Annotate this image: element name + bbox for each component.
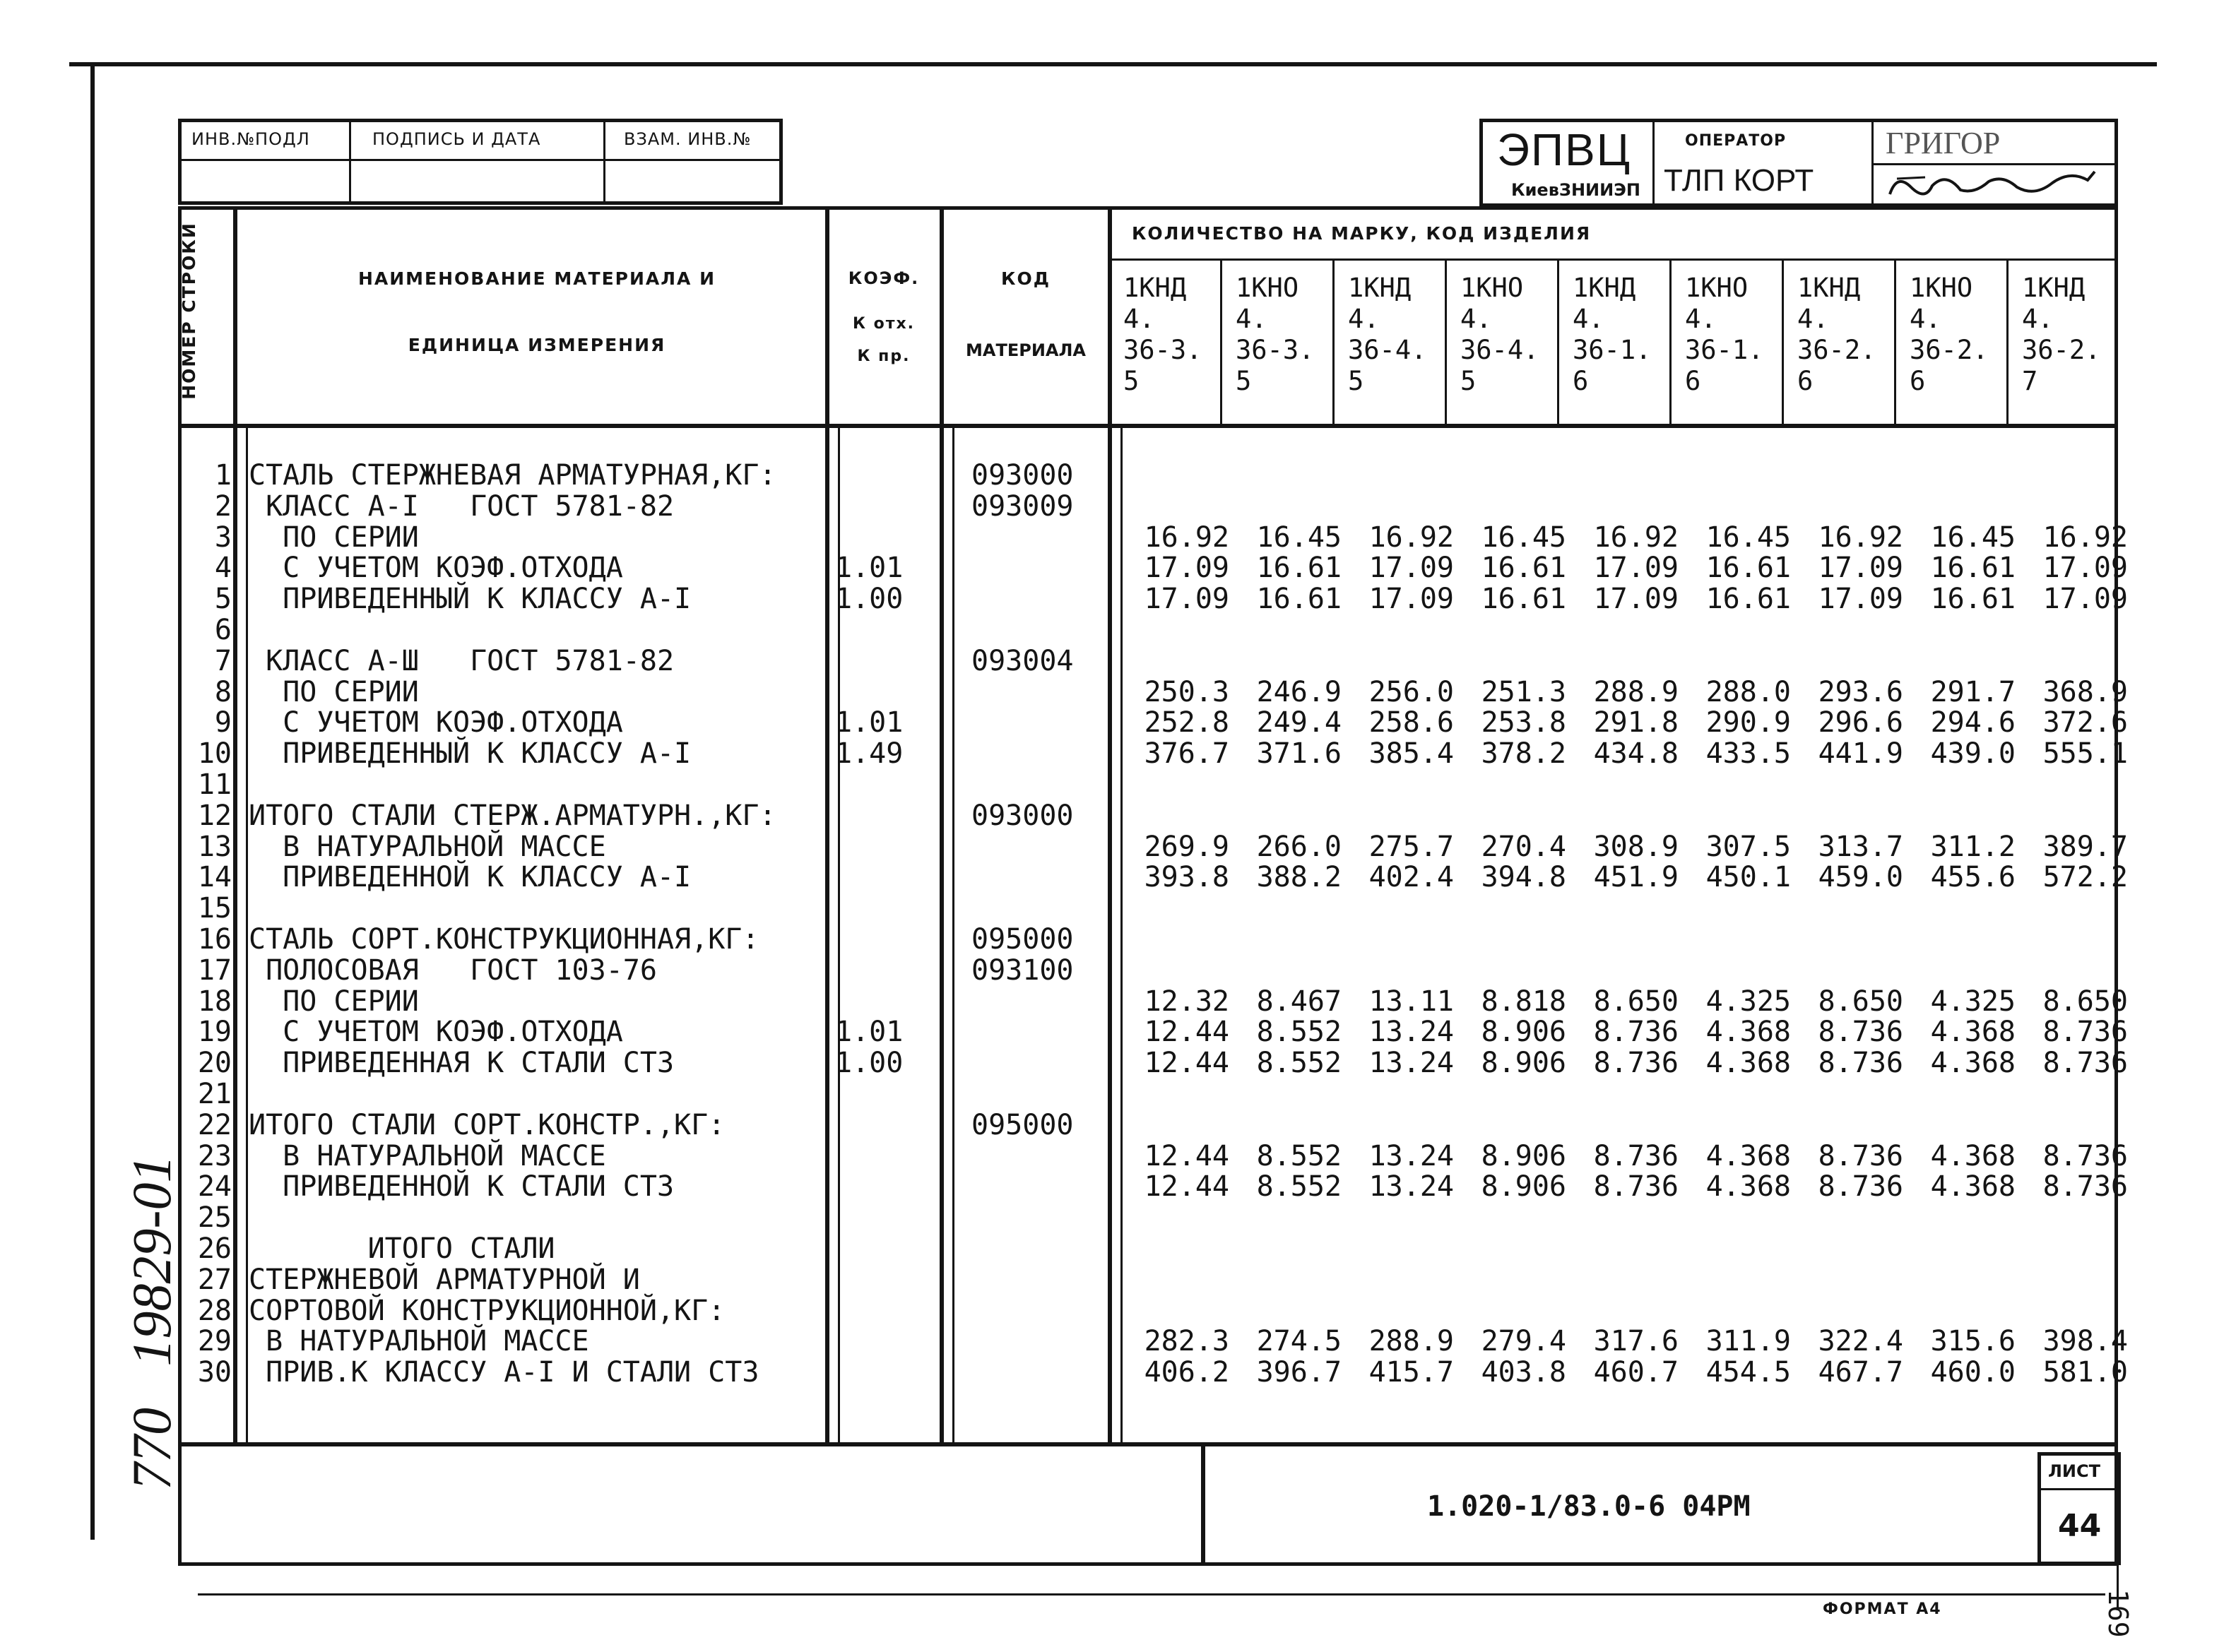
quantity-cell: 269.9 xyxy=(1144,831,1229,863)
quantity-cell: 16.92 xyxy=(1144,521,1229,554)
quantity-cell: 8.736 xyxy=(1818,1140,1903,1172)
quantity-cell: 8.552 xyxy=(1256,1016,1342,1048)
quantity-cell: 16.92 xyxy=(1593,521,1679,554)
row-number: 22 xyxy=(197,1109,232,1141)
material-name-header-line2: ЕДИНИЦА ИЗМЕРЕНИЯ xyxy=(408,335,666,355)
quantity-cell: 17.09 xyxy=(1368,583,1454,615)
quantity-cell: 4.368 xyxy=(1930,1140,2016,1172)
material-name: СТАЛЬ СОРТ.КОНСТРУКЦИОННАЯ,КГ: xyxy=(249,923,759,956)
material-code: 093004 xyxy=(971,645,1074,677)
koef-value: 1.01 xyxy=(835,706,904,739)
quantity-cell: 13.24 xyxy=(1368,1170,1454,1203)
row-number: 9 xyxy=(214,706,232,739)
program-name: ТЛП КОРТ xyxy=(1664,163,1814,198)
quantity-cell: 12.44 xyxy=(1144,1047,1229,1079)
koef-value: 1.49 xyxy=(835,737,904,770)
koef-value: 1.00 xyxy=(835,1047,904,1079)
row-number: 4 xyxy=(214,552,232,584)
koef-value: 1.00 xyxy=(835,583,904,615)
quantity-cell: 451.9 xyxy=(1593,861,1679,893)
quantity-cell: 8.906 xyxy=(1481,1140,1566,1172)
quantity-cell: 454.5 xyxy=(1705,1356,1791,1389)
bottom-sheet-line xyxy=(198,1593,2105,1595)
row-number: 5 xyxy=(214,583,232,615)
material-name: ПРИВЕДЕННАЯ К СТАЛИ СТ3 xyxy=(249,1047,675,1079)
footer-split-line xyxy=(1201,1442,1205,1566)
quantity-cell: 258.6 xyxy=(1368,706,1454,739)
material-name: С УЧЕТОМ КОЭФ.ОТХОДА xyxy=(249,1016,623,1048)
material-code: 093009 xyxy=(971,490,1074,523)
quantity-cell: 17.09 xyxy=(1818,552,1903,584)
quantity-cell: 266.0 xyxy=(1256,831,1342,863)
row-number: 14 xyxy=(197,861,232,893)
quantity-header: КОЛИЧЕСТВО НА МАРКУ, КОД ИЗДЕЛИЯ xyxy=(1132,223,1592,244)
material-name: ИТОГО СТАЛИ СТЕРЖ.АРМАТУРН.,КГ: xyxy=(249,800,776,832)
row-number: 28 xyxy=(197,1295,232,1327)
quantity-cell: 12.44 xyxy=(1144,1140,1229,1172)
quantity-cell: 16.61 xyxy=(1930,552,2016,584)
quantity-cell: 16.45 xyxy=(1705,521,1791,554)
quantity-cell: 12.32 xyxy=(1144,985,1229,1018)
left-frame-line xyxy=(90,64,95,1540)
material-name: ИТОГО СТАЛИ СОРТ.КОНСТР.,КГ: xyxy=(249,1109,726,1141)
row-number: 7 xyxy=(214,645,232,677)
quantity-cell: 8.736 xyxy=(1593,1047,1679,1079)
quantity-cell: 441.9 xyxy=(1818,737,1903,770)
quantity-cell: 16.92 xyxy=(2042,521,2128,554)
row-number: 1 xyxy=(214,459,232,492)
quantity-cell: 16.61 xyxy=(1481,583,1566,615)
quantity-cell: 8.736 xyxy=(1818,1016,1903,1048)
quantity-cell: 8.552 xyxy=(1256,1047,1342,1079)
material-name: ПРИВЕДЕННЫЙ К КЛАССУ А-I xyxy=(249,583,692,615)
quantity-cell: 4.325 xyxy=(1705,985,1791,1018)
mark-sep xyxy=(1220,259,1222,425)
quantity-cell: 368.9 xyxy=(2042,676,2128,708)
material-name: В НАТУРАЛЬНОЙ МАССЕ xyxy=(249,1325,589,1357)
row-number: 2 xyxy=(214,490,232,523)
koef-header-line2: К отх. xyxy=(852,315,916,333)
quantity-cell: 293.6 xyxy=(1818,676,1903,708)
quantity-cell: 8.650 xyxy=(1818,985,1903,1018)
quantity-cell: 246.9 xyxy=(1256,676,1342,708)
material-code: 095000 xyxy=(971,1109,1074,1141)
quantity-cell: 572.2 xyxy=(2042,861,2128,893)
quantity-cell: 17.09 xyxy=(1144,583,1229,615)
row-number: 25 xyxy=(197,1201,232,1234)
quantity-cell: 4.368 xyxy=(1705,1140,1791,1172)
col-sep-rownum-inner xyxy=(246,424,248,1445)
quantity-cell: 270.4 xyxy=(1481,831,1566,863)
row-number: 24 xyxy=(197,1170,232,1203)
material-name: ПРИВЕДЕННОЙ К КЛАССУ А-I xyxy=(249,861,692,893)
quantity-cell: 8.818 xyxy=(1481,985,1566,1018)
quantity-cell: 388.2 xyxy=(1256,861,1342,893)
quantity-cell: 17.09 xyxy=(1144,552,1229,584)
quantity-cell: 434.8 xyxy=(1593,737,1679,770)
quantity-cell: 8.736 xyxy=(2042,1016,2128,1048)
quantity-cell: 322.4 xyxy=(1818,1325,1903,1357)
col-sep-kod xyxy=(1108,206,1112,1445)
quantity-cell: 394.8 xyxy=(1481,861,1566,893)
sheet-box xyxy=(2037,1452,2121,1565)
material-name: СТЕРЖНЕВОЙ АРМАТУРНОЙ И xyxy=(249,1264,640,1296)
quantity-cell: 385.4 xyxy=(1368,737,1454,770)
material-name: ИТОГО СТАЛИ xyxy=(249,1232,555,1265)
quantity-cell: 376.7 xyxy=(1144,737,1229,770)
sheet-label: ЛИСТ xyxy=(2048,1461,2101,1481)
header-bottom-rule xyxy=(178,424,2118,428)
kod-header-line2: МАТЕРИАЛА xyxy=(966,340,1086,360)
top-frame-line xyxy=(69,62,2157,66)
quantity-cell: 311.2 xyxy=(1930,831,2016,863)
material-name: В НАТУРАЛЬНОЙ МАССЕ xyxy=(249,1140,606,1172)
quantity-cell: 315.6 xyxy=(1930,1325,2016,1357)
row-number: 16 xyxy=(197,923,232,956)
approval-stamp xyxy=(178,119,783,205)
organization-name: ЭПВЦ xyxy=(1497,124,1632,175)
quantity-cell: 450.1 xyxy=(1705,861,1791,893)
operator-label: ОПЕРАТОР xyxy=(1685,132,1787,150)
quantity-cell: 16.61 xyxy=(1256,552,1342,584)
quantity-cell: 459.0 xyxy=(1818,861,1903,893)
quantity-cell: 17.09 xyxy=(2042,583,2128,615)
quantity-cell: 12.44 xyxy=(1144,1016,1229,1048)
quantity-cell: 8.650 xyxy=(1593,985,1679,1018)
mark-sep xyxy=(1894,259,1896,425)
material-name: ПОЛОСОВАЯ ГОСТ 103-76 xyxy=(249,954,657,987)
quantity-cell: 250.3 xyxy=(1144,676,1229,708)
quantity-cell: 8.736 xyxy=(1593,1170,1679,1203)
organization-subtitle: КиевЗНИИЭП xyxy=(1511,180,1640,200)
quantity-cell: 282.3 xyxy=(1144,1325,1229,1357)
document-code: 1.020-1/83.0-6 04РМ xyxy=(1427,1490,1751,1523)
quantity-cell: 16.45 xyxy=(1481,521,1566,554)
mark-sep xyxy=(1782,259,1784,425)
quantity-cell: 253.8 xyxy=(1481,706,1566,739)
row-number: 15 xyxy=(197,892,232,925)
material-name: ПО СЕРИИ xyxy=(249,521,419,554)
row-number: 17 xyxy=(197,954,232,987)
quantity-cell: 439.0 xyxy=(1930,737,2016,770)
quantity-cell: 16.61 xyxy=(1481,552,1566,584)
material-name: С УЧЕТОМ КОЭФ.ОТХОДА xyxy=(249,706,623,739)
quantity-cell: 311.9 xyxy=(1705,1325,1791,1357)
quantity-cell: 288.9 xyxy=(1593,676,1679,708)
material-name: ПРИВЕДЕННОЙ К СТАЛИ СТ3 xyxy=(249,1170,675,1203)
col-sep-rownum xyxy=(233,206,237,1445)
quantity-cell: 16.92 xyxy=(1818,521,1903,554)
quantity-cell: 294.6 xyxy=(1930,706,2016,739)
quantity-cell: 13.24 xyxy=(1368,1047,1454,1079)
material-name: ПО СЕРИИ xyxy=(249,676,419,708)
quantity-cell: 17.09 xyxy=(1593,583,1679,615)
kod-header-line1: КОД xyxy=(1001,268,1051,289)
quantity-cell: 8.467 xyxy=(1256,985,1342,1018)
mark-header: 1КНО 4. 36-4. 5 xyxy=(1460,273,1539,396)
quantity-cell: 396.7 xyxy=(1256,1356,1342,1389)
quantity-cell: 378.2 xyxy=(1481,737,1566,770)
material-code: 093000 xyxy=(971,800,1074,832)
quantity-cell: 555.1 xyxy=(2042,737,2128,770)
quantity-cell: 290.9 xyxy=(1705,706,1791,739)
quantity-cell: 16.61 xyxy=(1705,552,1791,584)
koef-header-line1: КОЭФ. xyxy=(848,268,920,288)
quantity-cell: 16.45 xyxy=(1930,521,2016,554)
mark-header: 1КНД 4. 36-1. 6 xyxy=(1573,273,1652,396)
quantity-cell: 13.24 xyxy=(1368,1016,1454,1048)
material-name-header-line1: НАИМЕНОВАНИЕ МАТЕРИАЛА И xyxy=(357,268,716,289)
quantity-cell: 8.906 xyxy=(1481,1047,1566,1079)
quantity-cell: 460.7 xyxy=(1593,1356,1679,1389)
quantity-cell: 13.24 xyxy=(1368,1140,1454,1172)
quantity-cell: 288.9 xyxy=(1368,1325,1454,1357)
quantity-cell: 291.7 xyxy=(1930,676,2016,708)
quantity-cell: 16.61 xyxy=(1705,583,1791,615)
quantity-cell: 415.7 xyxy=(1368,1356,1454,1389)
col-sep-koef-inner xyxy=(952,424,954,1445)
quantity-cell: 13.11 xyxy=(1368,985,1454,1018)
mark-header: 1КНД 4. 36-2. 7 xyxy=(2022,273,2101,396)
koef-value: 1.01 xyxy=(835,552,904,584)
col-sep-name xyxy=(825,206,829,1445)
material-code: 093100 xyxy=(971,954,1074,987)
quantity-cell: 17.09 xyxy=(2042,552,2128,584)
material-name: ПРИВ.К КЛАССУ А-I И СТАЛИ СТ3 xyxy=(249,1356,759,1389)
row-number: 19 xyxy=(197,1016,232,1048)
row-number: 10 xyxy=(197,737,232,770)
body-bottom-rule xyxy=(178,1442,2118,1446)
quantity-header-rule xyxy=(1108,259,2118,261)
quantity-cell: 8.736 xyxy=(1593,1016,1679,1048)
operator-name: ГРИГОР xyxy=(1886,126,2001,160)
quantity-cell: 8.736 xyxy=(2042,1047,2128,1079)
quantity-cell: 4.368 xyxy=(1930,1016,2016,1048)
inventory-number-label: ИНВ.№ПОДЛ xyxy=(191,129,310,149)
quantity-cell: 251.3 xyxy=(1481,676,1566,708)
material-name: СТАЛЬ СТЕРЖНЕВАЯ АРМАТУРНАЯ,КГ: xyxy=(249,459,776,492)
mark-sep xyxy=(1332,259,1335,425)
mark-header: 1КНД 4. 36-2. 6 xyxy=(1797,273,1876,396)
quantity-cell: 433.5 xyxy=(1705,737,1791,770)
quantity-cell: 398.4 xyxy=(2042,1325,2128,1357)
quantity-cell: 4.368 xyxy=(1705,1016,1791,1048)
quantity-cell: 4.368 xyxy=(1930,1170,2016,1203)
quantity-cell: 8.736 xyxy=(1818,1170,1903,1203)
quantity-cell: 256.0 xyxy=(1368,676,1454,708)
quantity-cell: 308.9 xyxy=(1593,831,1679,863)
row-number: 27 xyxy=(197,1264,232,1296)
material-name: КЛАСС А-Ш ГОСТ 5781-82 xyxy=(249,645,675,677)
quantity-cell: 8.736 xyxy=(1818,1047,1903,1079)
row-number: 21 xyxy=(197,1078,232,1110)
col-sep-koef xyxy=(940,206,944,1445)
mark-header: 1КНО 4. 36-2. 6 xyxy=(1910,273,1989,396)
quantity-cell: 12.44 xyxy=(1144,1170,1229,1203)
quantity-cell: 16.45 xyxy=(1256,521,1342,554)
quantity-cell: 389.7 xyxy=(2042,831,2128,863)
mark-header: 1КНО 4. 36-1. 6 xyxy=(1685,273,1764,396)
mark-sep xyxy=(1557,259,1559,425)
quantity-cell: 275.7 xyxy=(1368,831,1454,863)
quantity-cell: 455.6 xyxy=(1930,861,2016,893)
material-name: СОРТОВОЙ КОНСТРУКЦИОННОЙ,КГ: xyxy=(249,1295,726,1327)
row-number: 3 xyxy=(214,521,232,554)
quantity-cell: 17.09 xyxy=(1368,552,1454,584)
row-number: 18 xyxy=(197,985,232,1018)
margin-page-number: 169 xyxy=(2102,1589,2134,1638)
row-number: 6 xyxy=(214,614,232,646)
quantity-cell: 460.0 xyxy=(1930,1356,2016,1389)
row-number: 20 xyxy=(197,1047,232,1079)
mark-sep xyxy=(1445,259,1447,425)
quantity-cell: 307.5 xyxy=(1705,831,1791,863)
title-block xyxy=(1479,119,2118,207)
quantity-cell: 4.368 xyxy=(1705,1170,1791,1203)
operator-signature xyxy=(1883,166,2109,204)
material-name: ПО СЕРИИ xyxy=(249,985,419,1018)
quantity-cell: 296.6 xyxy=(1818,706,1903,739)
quantity-cell: 16.61 xyxy=(1930,583,2016,615)
mark-sep xyxy=(2006,259,2009,425)
quantity-cell: 8.906 xyxy=(1481,1016,1566,1048)
quantity-cell: 17.09 xyxy=(1593,552,1679,584)
material-name: В НАТУРАЛЬНОЙ МАССЕ xyxy=(249,831,606,863)
material-name: С УЧЕТОМ КОЭФ.ОТХОДА xyxy=(249,552,623,584)
sheet-number: 44 xyxy=(2058,1508,2102,1544)
koef-value: 1.01 xyxy=(835,1016,904,1048)
quantity-cell: 16.92 xyxy=(1368,521,1454,554)
row-number: 30 xyxy=(197,1356,232,1389)
margin-inventory-note: 770 19829-01 xyxy=(121,1155,182,1490)
row-number: 29 xyxy=(197,1325,232,1357)
row-number: 13 xyxy=(197,831,232,863)
quantity-cell: 4.325 xyxy=(1930,985,2016,1018)
mark-header: 1КНО 4. 36-3. 5 xyxy=(1236,273,1315,396)
quantity-cell: 406.2 xyxy=(1144,1356,1229,1389)
quantity-cell: 274.5 xyxy=(1256,1325,1342,1357)
quantity-cell: 402.4 xyxy=(1368,861,1454,893)
quantity-cell: 372.6 xyxy=(2042,706,2128,739)
quantity-cell: 403.8 xyxy=(1481,1356,1566,1389)
row-number: 8 xyxy=(214,676,232,708)
quantity-cell: 581.0 xyxy=(2042,1356,2128,1389)
mark-header: 1КНД 4. 36-4. 5 xyxy=(1348,273,1427,396)
row-number: 12 xyxy=(197,800,232,832)
material-name: КЛАСС А-I ГОСТ 5781-82 xyxy=(249,490,675,523)
quantity-cell: 16.61 xyxy=(1256,583,1342,615)
signature-date-label: ПОДПИСЬ И ДАТА xyxy=(372,129,541,149)
quantity-cell: 4.368 xyxy=(1930,1047,2016,1079)
quantity-cell: 8.650 xyxy=(2042,985,2128,1018)
quantity-cell: 8.736 xyxy=(1593,1140,1679,1172)
quantity-cell: 371.6 xyxy=(1256,737,1342,770)
quantity-cell: 317.6 xyxy=(1593,1325,1679,1357)
koef-header-line3: К пр. xyxy=(857,347,911,365)
quantity-cell: 8.552 xyxy=(1256,1140,1342,1172)
row-number: 11 xyxy=(197,768,232,801)
quantity-cell: 8.736 xyxy=(2042,1170,2128,1203)
mark-sep xyxy=(1669,259,1672,425)
quantity-cell: 313.7 xyxy=(1818,831,1903,863)
quantity-cell: 17.09 xyxy=(1818,583,1903,615)
quantity-cell: 291.8 xyxy=(1593,706,1679,739)
format-label: ФОРМАТ А4 xyxy=(1823,1600,1942,1618)
quantity-cell: 249.4 xyxy=(1256,706,1342,739)
quantity-cell: 288.0 xyxy=(1705,676,1791,708)
quantity-cell: 8.736 xyxy=(2042,1140,2128,1172)
material-code: 095000 xyxy=(971,923,1074,956)
quantity-cell: 279.4 xyxy=(1481,1325,1566,1357)
replacement-inventory-label: ВЗАМ. ИНВ.№ xyxy=(624,129,752,149)
quantity-cell: 8.906 xyxy=(1481,1170,1566,1203)
quantity-cell: 8.552 xyxy=(1256,1170,1342,1203)
material-name: ПРИВЕДЕННЫЙ К КЛАССУ А-I xyxy=(249,737,692,770)
quantity-cell: 467.7 xyxy=(1818,1356,1903,1389)
quantity-cell: 252.8 xyxy=(1144,706,1229,739)
row-number-header: НОМЕР СТРОКИ xyxy=(179,222,199,400)
material-code: 093000 xyxy=(971,459,1074,492)
row-number: 26 xyxy=(197,1232,232,1265)
row-number: 23 xyxy=(197,1140,232,1172)
quantity-cell: 4.368 xyxy=(1705,1047,1791,1079)
mark-header: 1КНД 4. 36-3. 5 xyxy=(1123,273,1202,396)
quantity-cell: 393.8 xyxy=(1144,861,1229,893)
